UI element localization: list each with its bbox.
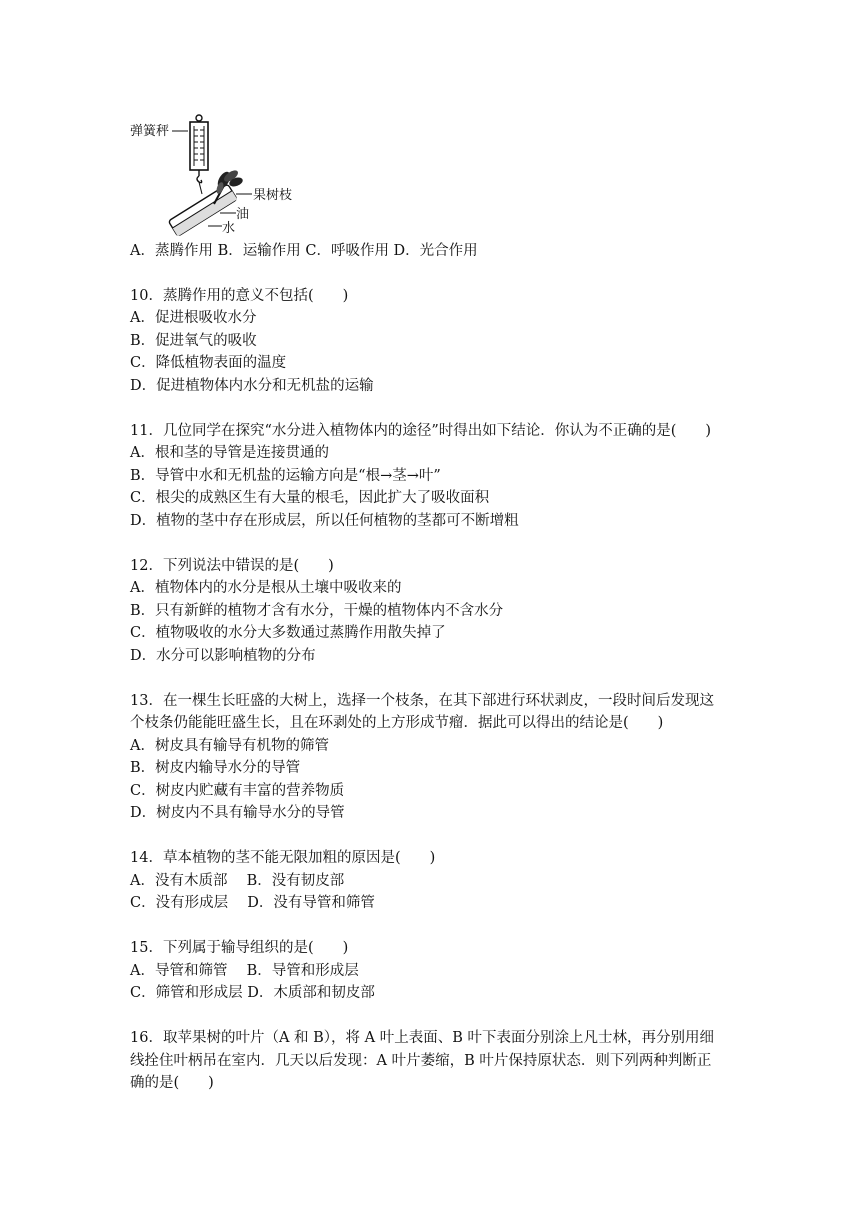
- q12-option-b: B．只有新鲜的植物才含有水分，干燥的植物体内不含水分: [130, 603, 504, 619]
- q15-options-cd: C．筛管和形成层 D．木质部和韧皮部: [130, 985, 375, 1001]
- q9-options: A．蒸腾作用 B．运输作用 C．呼吸作用 D．光合作用: [130, 243, 478, 259]
- q11-option-d: D．植物的茎中存在形成层，所以任何植物的茎都可不断增粗: [130, 513, 519, 529]
- q11-option-c: C．根尖的成熟区生有大量的根毛，因此扩大了吸收面积: [130, 490, 490, 506]
- q16-stem-line-2: 线拴住叶柄吊在室内．几天以后发现：A 叶片萎缩，B 叶片保持原状态．则下列两种判断正: [130, 1053, 712, 1069]
- q12-stem: 12．下列说法中错误的是( ): [130, 558, 334, 574]
- spring-scale-label: 弹簧秤: [130, 124, 170, 139]
- q10-stem: 10．蒸腾作用的意义不包括( ): [130, 288, 349, 304]
- q11-option-a: A．根和茎的导管是连接贯通的: [130, 445, 329, 461]
- q11-stem: 11．几位同学在探究“水分进入植物体内的途径”时得出如下结论．你认为不正确的是( ): [130, 423, 712, 439]
- q13-option-d: D．树皮内不具有输导水分的导管: [130, 805, 345, 821]
- q14-options-ab: A．没有木质部 B．没有韧皮部: [130, 873, 345, 889]
- spring-scale-body: [190, 122, 208, 170]
- q10-option-a: A．促进根吸收水分: [130, 310, 257, 326]
- q12-option-a: A．植物体内的水分是根从土壤中吸收来的: [130, 580, 402, 596]
- q13-option-c: C．树皮内贮藏有丰富的营养物质: [130, 783, 345, 799]
- q15-stem: 15．下列属于输导组织的是( ): [130, 940, 349, 956]
- q10-option-c: C．降低植物表面的温度: [130, 355, 287, 371]
- q13-stem-line-1: 13．在一棵生长旺盛的大树上，选择一个枝条，在其下部进行环状剥皮，一段时间后发现这: [130, 693, 714, 709]
- q11-option-b: B．导管中水和无机盐的运输方向是“根→茎→叶”: [130, 468, 441, 484]
- q14-stem: 14．草本植物的茎不能无限加粗的原因是( ): [130, 850, 436, 866]
- q15-options-ab: A．导管和筛管 B．导管和形成层: [130, 963, 359, 979]
- q10-option-b: B．促进氧气的吸收: [130, 333, 257, 349]
- branch-label: 果树枝: [253, 188, 293, 203]
- q16-stem-line-1: 16．取苹果树的叶片（A 和 B），将 A 叶上表面、B 叶下表面分别涂上凡士林，再分别用细: [130, 1030, 714, 1046]
- q12-option-c: C．植物吸收的水分大多数通过蒸腾作用散失掉了: [130, 625, 446, 641]
- spring-scale-diagram: [128, 112, 308, 236]
- q16-stem-line-3: 确的是( ): [130, 1075, 214, 1091]
- water-label: 水: [222, 221, 236, 236]
- q10-option-d: D．促进植物体内水分和无机盐的运输: [130, 378, 374, 394]
- q13-option-a: A．树皮具有输导有机物的筛管: [130, 738, 329, 754]
- q14-options-cd: C．没有形成层 D．没有导管和筛管: [130, 895, 375, 911]
- q13-option-b: B．树皮内输导水分的导管: [130, 760, 301, 776]
- q13-stem-line-2: 个枝条仍能能旺盛生长，且在环剥处的上方形成节瘤．据此可以得出的结论是( ): [130, 715, 664, 731]
- oil-label: 油: [236, 207, 250, 222]
- q12-option-d: D．水分可以影响植物的分布: [130, 648, 316, 664]
- experiment-figure: [128, 112, 308, 236]
